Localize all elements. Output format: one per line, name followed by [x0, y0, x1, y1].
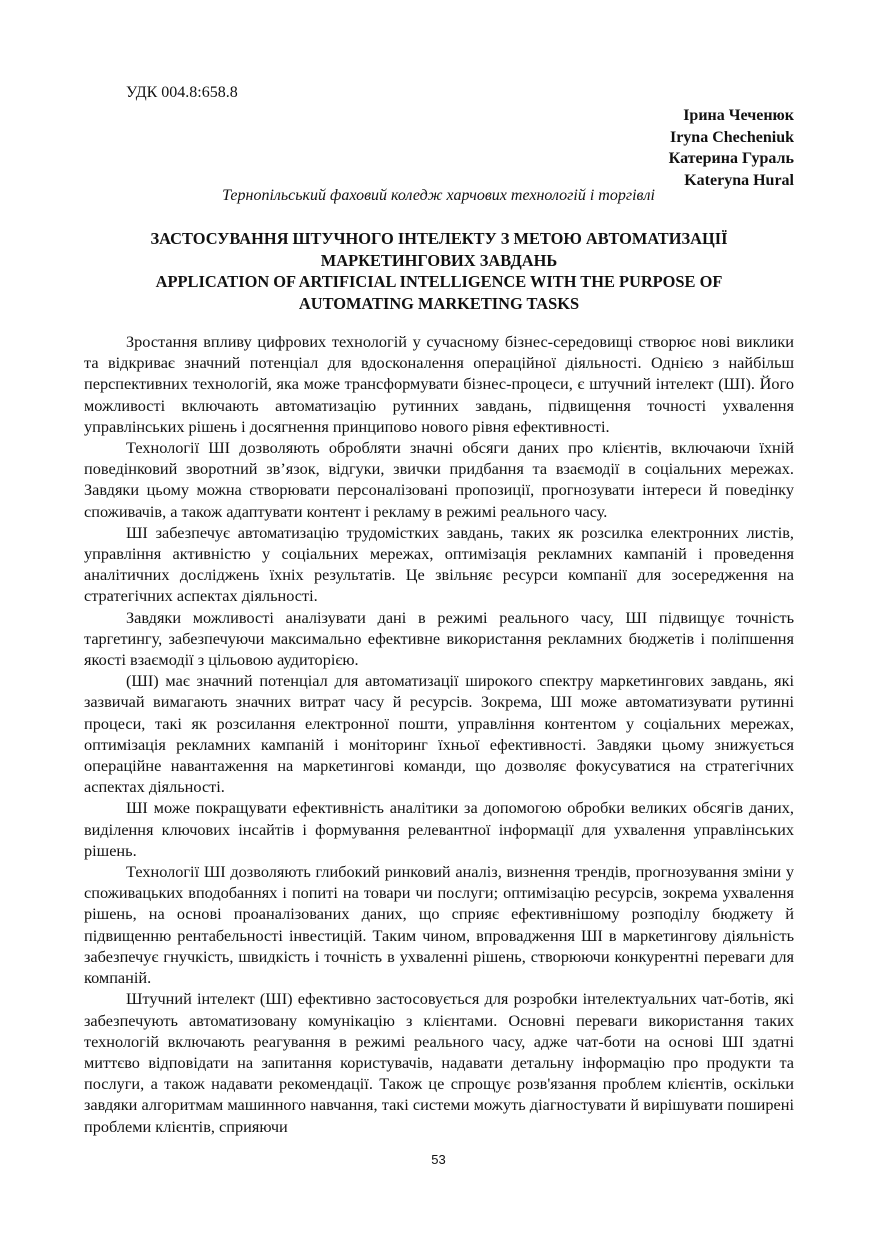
title-en-line: APPLICATION OF ARTIFICIAL INTELLIGENCE WITH THE PURPOSE OF: [155, 272, 723, 291]
body-paragraph: Штучний інтелект (ШІ) ефективно застосовується для розробки інтелектуальних чат-ботів, які забезпечують автоматизовану комунікацію з клієнтами. Основні переваги використання таких технологій включають реагування в режимі реального часу, адже чат-боти на основі ШІ здатні миттєво відповідати на запитання користувачів, надавати детальну інформацію про продукти та послуги, а також надавати рекомендації. Також це спрощує розв'язання проблем клієнтів, оскільки завдяки алгоритмам машинного навчання, такі системи можуть діагностувати й вирішувати поширені проблеми клієнтів, сприяючи: [84, 989, 794, 1136]
page-number: 53: [431, 1152, 446, 1167]
udk-code: УДК 004.8:658.8: [126, 84, 238, 101]
author-name: Iryna Checheniuk: [669, 128, 794, 146]
body-paragraph: ШІ забезпечує автоматизацію трудомістких завдань, таких як розсилка електронних листів, управління активністю у соціальних мережах, оптимізація рекламних кампаній і проведення аналітичних досліджень їхніх результатів. Це звільняє ресурси компанії для зосередження на стратегічних аспектах діяльності.: [84, 522, 794, 606]
body-paragraph: (ШІ) має значний потенціал для автоматизації широкого спектру маркетингових завдань, які зазвичай вимагають значних витрат часу й ресурсів. Зокрема, ШІ може автоматизувати рутинні процеси, такі як розсилання електронної пошти, управління контентом у соціальних мережах, оптимізація рекламних кампаній і моніторинг їхньої ефективності. Завдяки цьому знижується операційне навантаження на маркетингові команди, що дозволяє фокусуватися на стратегічних аспектах діяльності.: [84, 671, 794, 797]
affiliation: Тернопільський фаховий коледж харчових технологій і торгівлі: [222, 187, 655, 204]
author-name: Kateryna Hural: [684, 171, 794, 189]
article-title: [84, 228, 794, 314]
title-ua-line: ЗАСТОСУВАННЯ ШТУЧНОГО ІНТЕЛЕКТУ З МЕТОЮ АВТОМАТИЗАЦІЇ: [150, 229, 728, 248]
author-name: Катерина Гураль: [668, 150, 794, 167]
body-paragraph: ШІ може покращувати ефективність аналітики за допомогою обробки великих обсягів даних, виділення ключових інсайтів і формування релевантної інформації для ухвалення управлінських рішень.: [84, 798, 794, 860]
author-name: Ірина Чеченюк: [683, 107, 794, 124]
title-en-line: AUTOMATING MARKETING TASKS: [298, 293, 580, 313]
authors-block: [669, 105, 794, 191]
body-paragraph: Зростання впливу цифрових технологій у сучасному бізнес-середовищі створює нові виклики та відкриває значний потенціал для вдосконалення операційної діяльності. Однією з найбільш перспективних технологій, яка може трансформувати бізнес-процеси, є штучний інтелект (ШІ). Його можливості включають автоматизацію рутинних завдань, підвищення точності ухвалення управлінських рішень і досягнення принципово нового рівня ефективності.: [84, 332, 794, 436]
body-paragraph: Технології ШІ дозволяють обробляти значні обсяги даних про клієнтів, включаючи їхній поведінковий зворотний зв’язок, відгуки, звички придбання та взаємодії в соціальних мережах. Завдяки цьому можна створювати персоналізовані пропозиції, прогнозувати інтереси й поведінку споживачів, а також адаптувати контент і рекламу в режимі реального часу.: [84, 438, 794, 521]
article-body: [84, 331, 794, 1137]
body-paragraph: Технології ШІ дозволяють глибокий ринковий аналіз, визнення трендів, прогнозування зміни у споживацьких вподобаннях і попиті на товари чи послуги; оптимізацію ресурсів, зокрема ухвалення рішень, на основі проаналізованих даних, що сприяє ефективнішому розподілу бюджету й підвищенню рентабельності інвестицій. Таким чином, впровадження ШІ в маркетингову діяльність забезпечує гнучкість, швидкість і точність в ухваленні рішень, створюючи конкурентні переваги для компаній.: [84, 862, 794, 988]
body-paragraph: Завдяки можливості аналізувати дані в режимі реального часу, ШІ підвищує точність таргетингу, забезпечуючи максимально ефективне використання рекламних бюджетів і поліпшення якості взаємодії з цільовою аудиторією.: [84, 607, 794, 670]
title-ua-line: МАРКЕТИНГОВИХ ЗАВДАНЬ: [320, 250, 558, 270]
